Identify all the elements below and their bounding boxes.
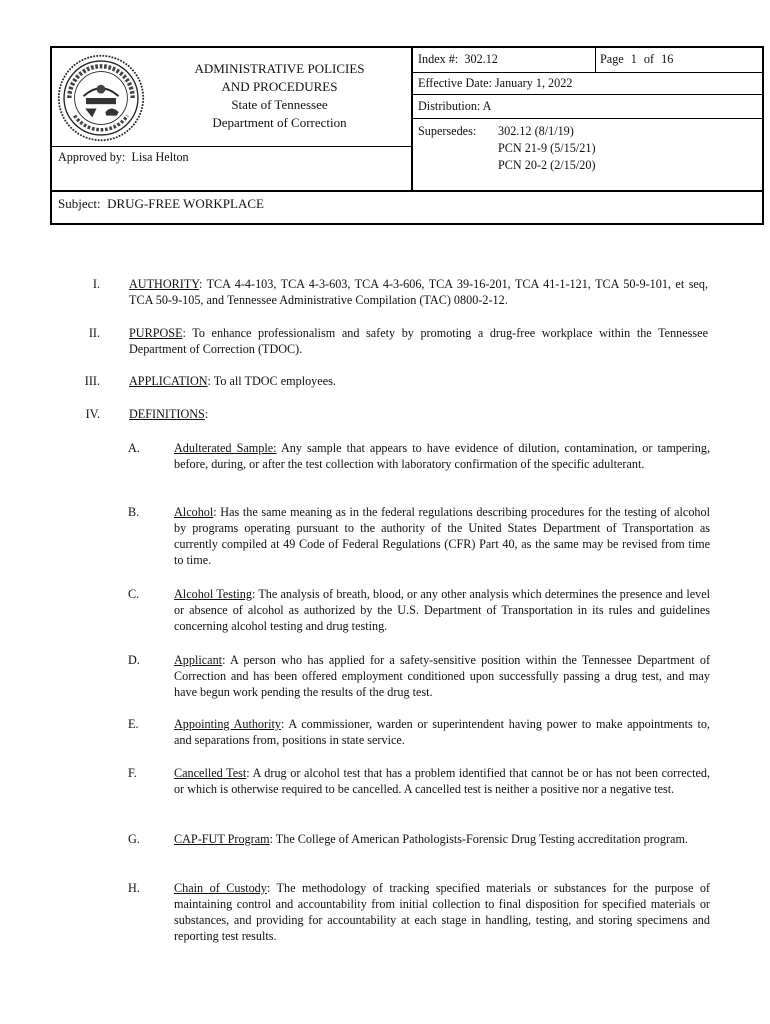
definition-term: CAP-FUT Program bbox=[174, 832, 270, 846]
definition-term: Chain of Custody bbox=[174, 881, 267, 895]
index-cell bbox=[418, 52, 498, 67]
definition-body: : Has the same meaning as in the federal regulations describing procedures for the testing of alcohol by programs operating pursuant to the authority of the United States Department of Transportation as currently compiled at 49 Code of Federal Regulations (CFR) Part 40, as the same may be revised from time to time. bbox=[174, 505, 710, 567]
section-number: IV. bbox=[85, 407, 100, 421]
supersedes-label: Supersedes: bbox=[418, 124, 477, 138]
page-of: of bbox=[643, 52, 655, 66]
section-definitions bbox=[60, 406, 710, 424]
definition-term: Alcohol Testing bbox=[174, 587, 252, 601]
agency-title bbox=[152, 60, 407, 132]
definition-text bbox=[174, 831, 710, 847]
section-number: III. bbox=[84, 374, 100, 388]
approved-by-label: Approved by: bbox=[58, 150, 126, 164]
distribution: Distribution: A bbox=[418, 99, 492, 113]
section-text bbox=[129, 406, 708, 422]
definition-body: Any sample that appears to have evidence of dilution, contamination, or tampering, before, during, or after the test collection with laboratory confirmation of the specific adulterant. bbox=[174, 441, 710, 471]
section-text bbox=[129, 276, 708, 308]
title-line: State of Tennessee bbox=[231, 97, 328, 112]
section-body: : bbox=[204, 407, 209, 421]
row-divider bbox=[411, 72, 764, 73]
row-divider bbox=[52, 146, 412, 147]
definition-letter: H. bbox=[128, 881, 140, 895]
page-cell bbox=[600, 52, 673, 67]
definition-body: : A drug or alcohol test that has a problem identified that cannot be or has not been corrected, or which is otherwise required to be cancelled. A cancelled test is neither a positive nor a negative test. bbox=[174, 766, 711, 796]
section-heading: PURPOSE bbox=[129, 326, 183, 340]
section-number: I. bbox=[92, 277, 100, 291]
section-body: : To enhance professionalism and safety by promoting a drug-free workplace within the Tennessee Department of Correction (TDOC). bbox=[129, 326, 708, 356]
subject-value: DRUG-FREE WORKPLACE bbox=[107, 196, 264, 211]
definition-text bbox=[174, 504, 710, 568]
definition-letter: F. bbox=[128, 766, 137, 780]
definition-term: Applicant bbox=[174, 653, 223, 667]
definition-body: : The methodology of tracking specified materials or substances for the purpose of maintaining control and accountability from initial collection to final disposition for specified materials or substances, and providing for accountability at each stage in handling, testing, and storing specimens and reporting test results. bbox=[174, 881, 710, 943]
definition-text bbox=[174, 440, 710, 472]
policy-header bbox=[50, 46, 764, 225]
title-line: AND PROCEDURES bbox=[221, 79, 338, 94]
definition-letter: G. bbox=[128, 832, 140, 846]
row-divider bbox=[52, 190, 764, 192]
definition-letter: B. bbox=[128, 505, 140, 519]
title-line: Department of Correction bbox=[212, 115, 347, 130]
definition-body: : The analysis of breath, blood, or any other analysis which determines the presence and level or absence of alcohol as authorized by the U.S. Department of Transportation in its rules and guidelines concerning alcohol testing and drug testing. bbox=[174, 587, 711, 633]
definition-letter: D. bbox=[128, 653, 140, 667]
section-text bbox=[129, 325, 708, 357]
page-label: Page bbox=[600, 52, 624, 66]
row-divider bbox=[411, 94, 764, 95]
subject-label: Subject: bbox=[58, 196, 101, 211]
supersedes-item: PCN 21-9 (5/15/21) bbox=[498, 141, 596, 155]
column-divider bbox=[411, 48, 413, 190]
section-body: : TCA 4-4-103, TCA 4-3-603, TCA 4-3-606, TCA 39-16-201, TCA 41-1-121, TCA 50-9-101, et seq, TCA 50-9-105, and Tennessee Administrative Compilation (TAC) 0800-2-12. bbox=[129, 277, 708, 307]
row-divider bbox=[411, 118, 764, 119]
definition-text bbox=[174, 652, 710, 700]
page-number: 1 bbox=[630, 52, 637, 66]
page-total: 16 bbox=[661, 52, 674, 66]
effective-date: Effective Date: January 1, 2022 bbox=[418, 76, 573, 90]
approved-by bbox=[58, 150, 189, 165]
section-authority bbox=[60, 276, 710, 310]
subject bbox=[58, 196, 264, 212]
section-heading: AUTHORITY bbox=[129, 277, 199, 291]
definition-text bbox=[174, 586, 710, 634]
section-heading: APPLICATION bbox=[129, 374, 208, 388]
definition-letter: A. bbox=[128, 441, 140, 455]
definition-term: Adulterated Sample: bbox=[174, 441, 277, 455]
definition-letter: C. bbox=[128, 587, 140, 601]
definition-term: Cancelled Test bbox=[174, 766, 247, 780]
supersedes-item: PCN 20-2 (2/15/20) bbox=[498, 158, 596, 172]
index-value: 302.12 bbox=[464, 52, 498, 66]
section-text bbox=[129, 373, 708, 389]
definition-term: Alcohol bbox=[174, 505, 214, 519]
definition-body: : A commissioner, warden or superintendent having power to make appointments to, and separations from, positions in state service. bbox=[174, 717, 710, 747]
approved-by-name: Lisa Helton bbox=[131, 150, 189, 164]
supersedes-item: 302.12 (8/1/19) bbox=[498, 124, 574, 138]
definition-text bbox=[174, 716, 710, 748]
section-application bbox=[60, 373, 710, 391]
state-seal-icon bbox=[57, 54, 145, 142]
page-cell-divider bbox=[595, 48, 596, 72]
section-heading: DEFINITIONS bbox=[129, 407, 205, 421]
index-label: Index #: bbox=[418, 52, 459, 66]
definition-body: : A person who has applied for a safety-sensitive position within the Tennessee Department of Correction and has been offered employment conditioned upon successfully passing a drug test, and may have begun work pending the results of the drug test. bbox=[174, 653, 710, 699]
definition-body: : The College of American Pathologists-Forensic Drug Testing accreditation program. bbox=[269, 832, 688, 846]
definition-text bbox=[174, 880, 710, 944]
section-purpose bbox=[60, 325, 710, 359]
definition-text bbox=[174, 765, 710, 797]
section-number: II. bbox=[88, 326, 100, 340]
definition-letter: E. bbox=[128, 717, 139, 731]
title-line: ADMINISTRATIVE POLICIES bbox=[194, 61, 365, 76]
section-body: : To all TDOC employees. bbox=[207, 374, 336, 388]
definition-term: Appointing Authority bbox=[174, 717, 281, 731]
